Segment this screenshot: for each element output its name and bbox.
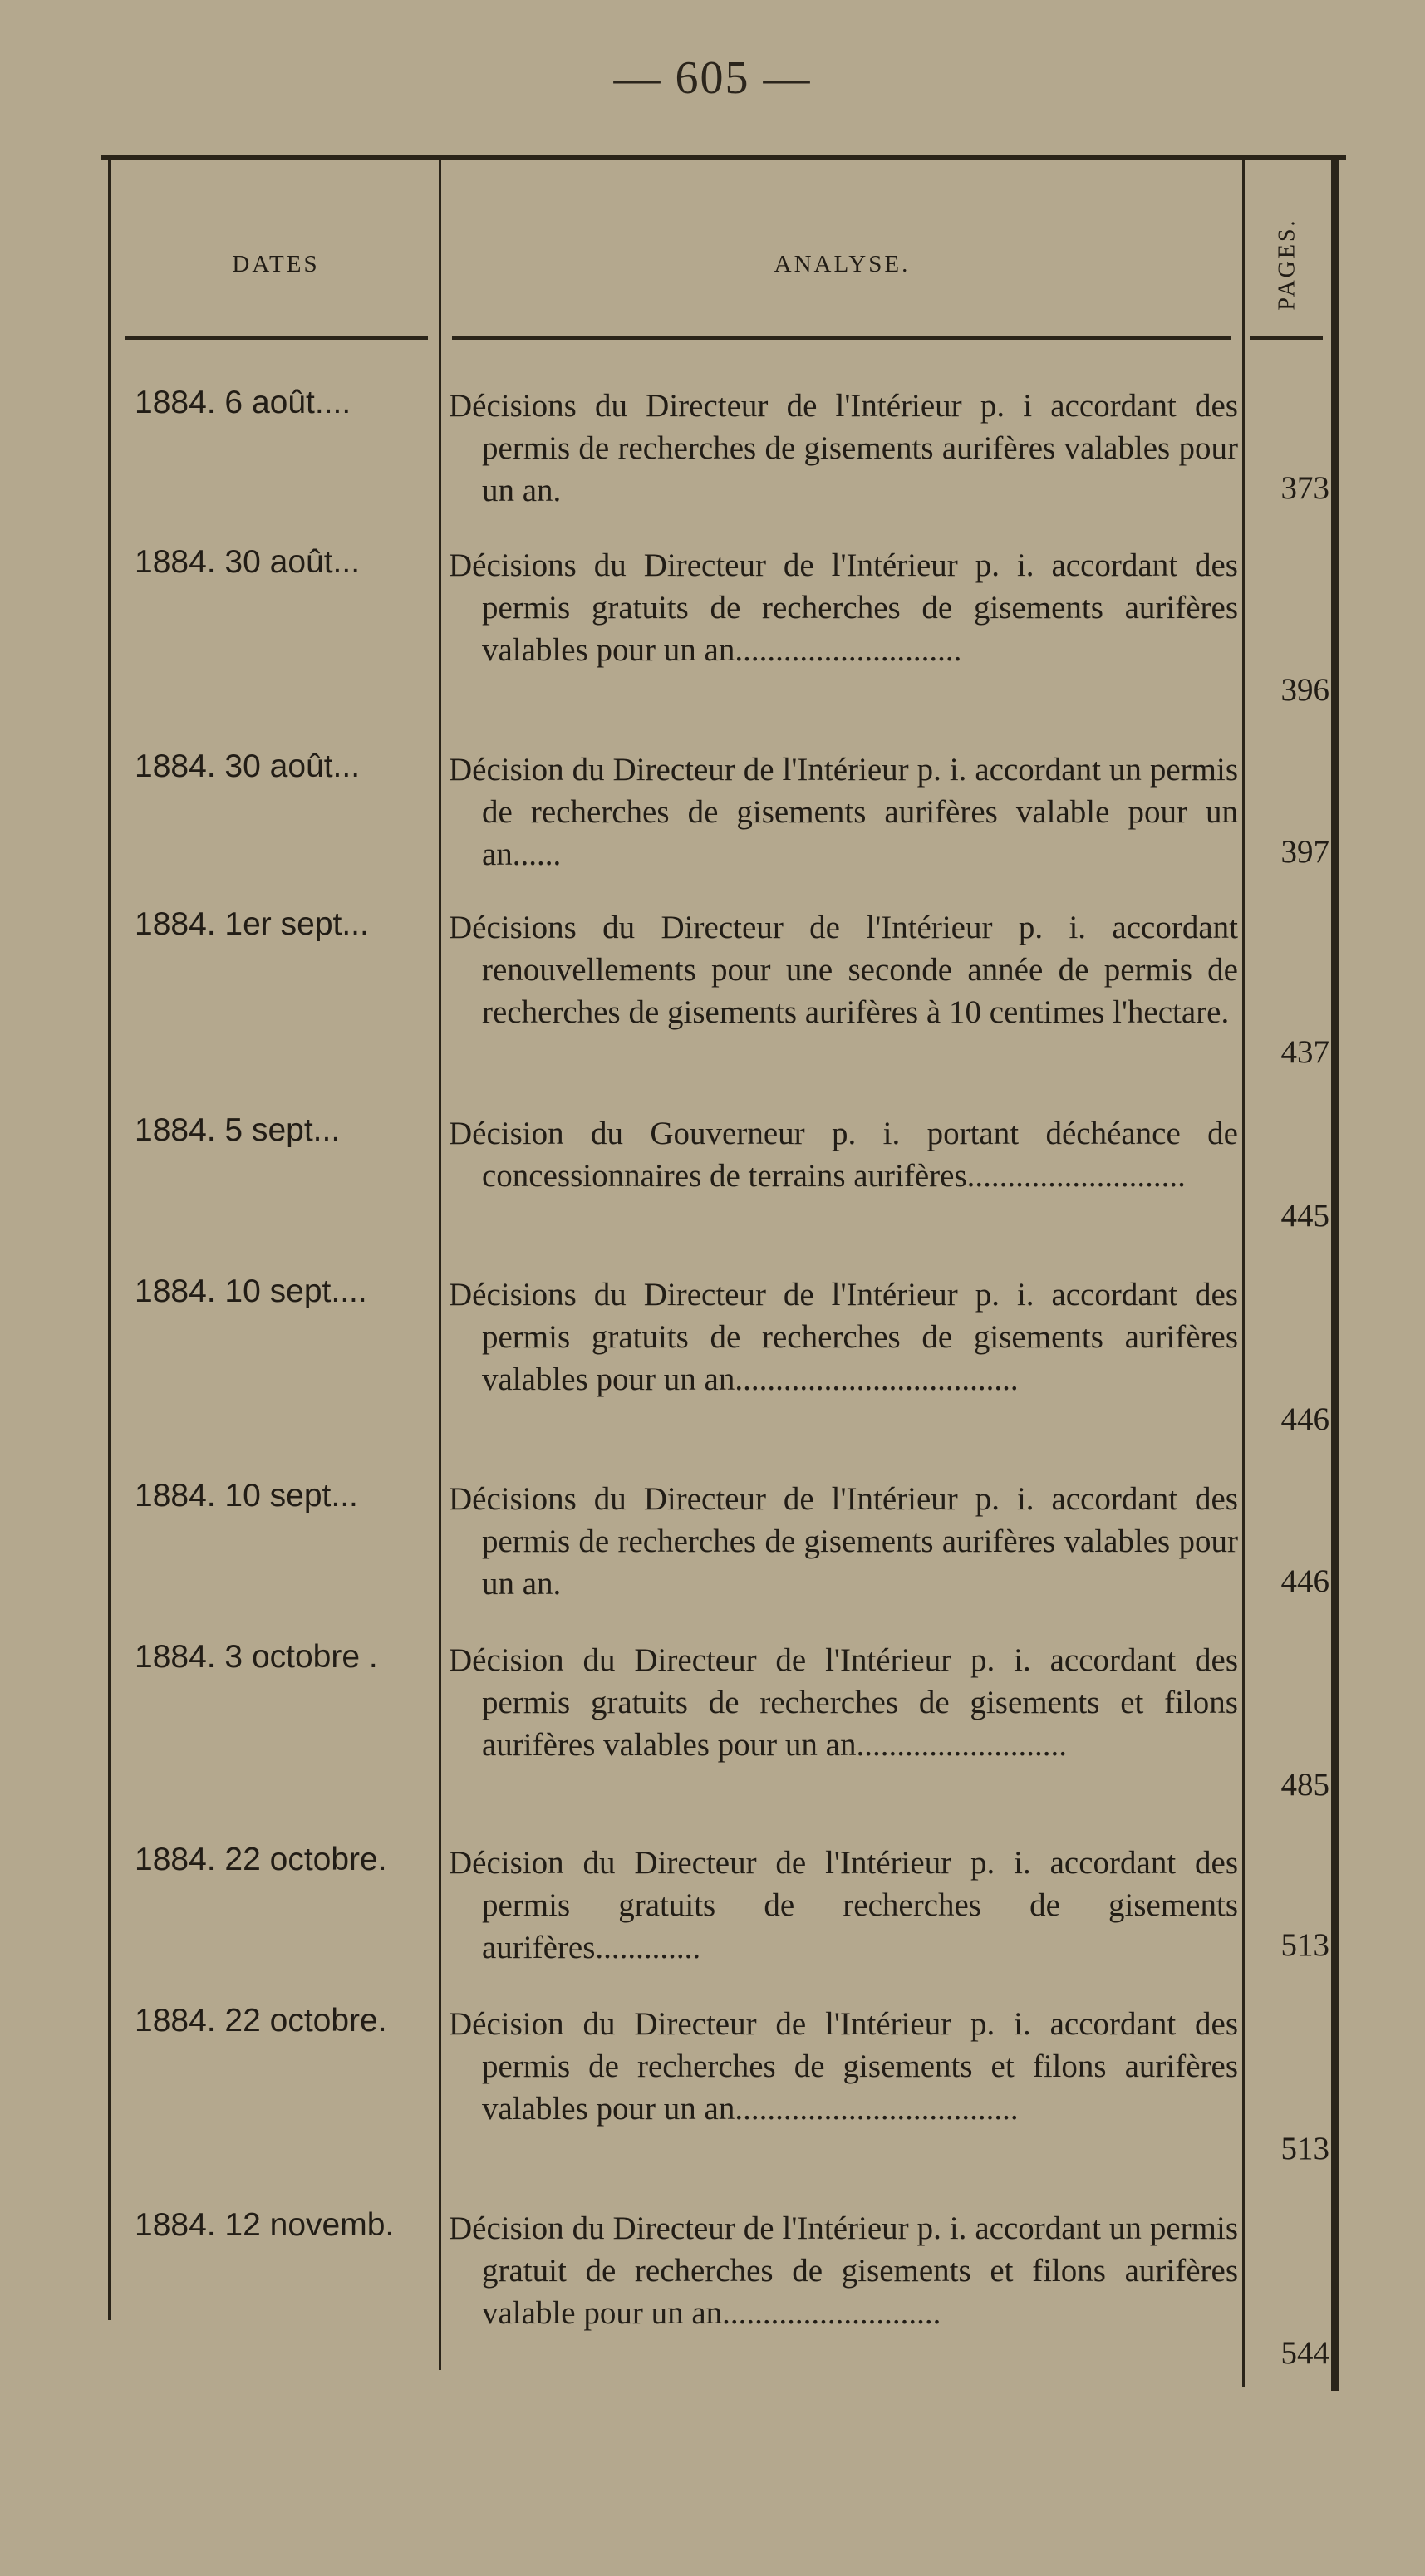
entry-analyse: Décisions du Directeur de l'Intérieur p. i. accordant des permis de recherches de gisements aurifères valables pour un an.: [449, 1481, 1238, 1602]
entry-date: 1884. 6 août....: [135, 385, 351, 420]
column-rule-pages: [1242, 160, 1245, 2387]
entry-analyse: Décisions du Directeur de l'Intérieur p. i. accordant renouvellements pour une seconde année de permis de recherches de gisements aurifères à 10 centimes l'hectare.: [449, 910, 1238, 1030]
entry-date: 1884. 30 août...: [135, 544, 361, 580]
entry-date: 1884. 30 août...: [135, 748, 361, 784]
column-rule-middle: [439, 160, 441, 2370]
entry-page: 373: [1280, 470, 1329, 506]
header-pages-label: PAGES.: [1274, 218, 1300, 311]
column-rule-left: [108, 160, 111, 2320]
entry-page: 485: [1280, 1767, 1329, 1803]
entry-date: 1884. 3 octobre .: [135, 1639, 378, 1675]
entry-analyse: Décision du Directeur de l'Intérieur p. i. accordant un permis de recherches de gisements aurifères valable pour un an......: [449, 752, 1238, 872]
entry-date: 1884. 12 novemb.: [135, 2207, 395, 2243]
entry-date: 1884. 10 sept....: [135, 1273, 367, 1309]
header-underline-analyse: [452, 336, 1231, 340]
header-underline-pages: [1250, 336, 1323, 340]
index-table: [101, 155, 1346, 2391]
entry-page: 513: [1280, 2131, 1329, 2166]
entry-date: 1884. 10 sept...: [135, 1478, 358, 1514]
entry-page: 437: [1280, 1034, 1329, 1070]
entry-analyse: Décisions du Directeur de l'Intérieur p. i. accordant des permis gratuits de recherches de gisements aurifères valables pour un an............................: [449, 547, 1238, 668]
entry-analyse: Décision du Gouverneur p. i. portant déchéance de concessionnaires de terrains aurifères...........................: [449, 1116, 1238, 1194]
entry-analyse: Décisions du Directeur de l'Intérieur p. i accordant des permis de recherches de gisements aurifères valables pour un an.: [449, 388, 1238, 508]
header-pages: [1248, 185, 1327, 343]
entry-date: 1884. 1er sept...: [135, 906, 369, 942]
entry-page: 445: [1280, 1198, 1329, 1234]
entry-date: 1884. 22 octobre.: [135, 1842, 387, 1877]
column-rule-right: [1331, 160, 1339, 2391]
entry-analyse: Décision du Directeur de l'Intérieur p. i. accordant des permis de recherches de gisements et filons aurifères valables pour un an...................................: [449, 2006, 1238, 2127]
entry-page: 446: [1280, 1401, 1329, 1437]
entry-date: 1884. 5 sept...: [135, 1112, 341, 1148]
entry-analyse: Décision du Directeur de l'Intérieur p. i. accordant des permis gratuits de recherches de gisements aurifères.............: [449, 1845, 1238, 1965]
header-underline-dates: [125, 336, 428, 340]
page-number: — 605 —: [613, 52, 812, 104]
entry-analyse: Décisions du Directeur de l'Intérieur p. i. accordant des permis gratuits de recherches de gisements aurifères valables pour un an...................................: [449, 1277, 1238, 1397]
entry-analyse: Décision du Directeur de l'Intérieur p. i. accordant un permis gratuit de recherches de gisements et filons aurifères valable pour un an...........................: [449, 2210, 1238, 2331]
entry-page: 513: [1280, 1927, 1329, 1963]
header-analyse: ANALYSE.: [774, 250, 911, 277]
entry-page: 446: [1280, 1563, 1329, 1599]
entry-analyse: Décision du Directeur de l'Intérieur p. i. accordant des permis gratuits de recherches de gisements et filons aurifères valables pour un an..........................: [449, 1642, 1238, 1763]
entry-page: 396: [1280, 672, 1329, 708]
entry-date: 1884. 22 octobre.: [135, 2003, 387, 2039]
header-dates: DATES: [232, 250, 320, 277]
entry-page: 397: [1280, 834, 1329, 870]
entry-page: 544: [1280, 2335, 1329, 2371]
